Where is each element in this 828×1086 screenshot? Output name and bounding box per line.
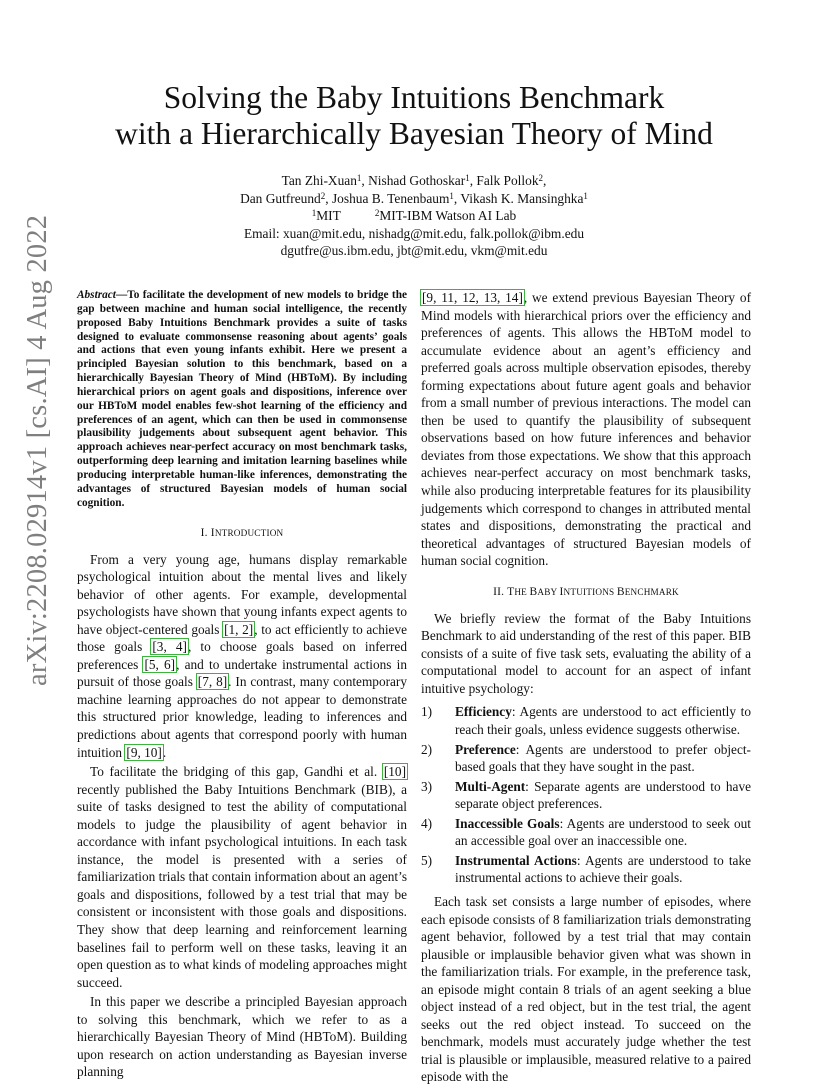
author-name: , Nishad Gothoskar <box>361 173 466 188</box>
affiliation-marker: 2 <box>320 190 326 201</box>
author-line-1 <box>60 172 768 190</box>
citation-link[interactable]: [1, 2] <box>224 621 254 637</box>
affiliation-marker: 2 <box>374 208 380 218</box>
affiliations-line <box>60 207 768 225</box>
arxiv-identifier-stamp: arXiv:2208.02914v1 [cs.AI] 4 Aug 2022 <box>22 214 53 686</box>
intro-paragraph-1: From a very young age, humans display remarkable psychological intuition about the mental lives and likely behavior of other agents. For example, developmental psychologists have shown that young infants expect agents to have object-centered goals [1, 2], to act efficiently to achieve those goals [3, 4], to choose goals based on inferred preferences [5, 6], and to undertake instrumental actions in pursuit of those goals [7, 8]. In contrast, many contemporary machine learning approaches do not appear to demonstrate this structured prior knowledge, leading to inferences and predictions about agents that correspond poorly with human intuition [9, 10]. <box>77 551 407 760</box>
citation-link[interactable]: [10] <box>383 764 406 780</box>
list-item: 4) Inaccessible Goals: Agents are understood to seek out an accessible goal over an inaccessible one. <box>421 815 752 849</box>
citation-link[interactable]: [5, 6] <box>144 656 176 672</box>
author-line-2 <box>60 190 768 208</box>
intro-paragraph-2: To facilitate the bridging of this gap, Gandhi et al. [10] recently published the Baby Intuitions Benchmark (BIB), a suite of tasks designed to test the ability of computational models to judge the plausibility of agent behavior in accordance with infant psychological intuitions. In each task instance, the model is presented with a series of familiarization trials that contain information about an agent’s goals and dispositions, followed by a test trial that may be consistent or inconsistent with those goals and dispositions. They show that deep learning and reinforcement learning baselines fail to perform well on these tasks, leaving it an open question as to what kinds of modeling approaches might succeed. <box>77 764 407 990</box>
abstract <box>77 289 407 511</box>
list-item: 1) Efficiency: Agents are understood to act efficiently to reach their goals, unless evidence suggests otherwise. <box>421 704 751 738</box>
citation-link[interactable]: [3, 4] <box>152 639 187 655</box>
list-item: 3) Multi-Agent: Separate agents are understood to have separate object preferences. <box>421 778 751 812</box>
intro-paragraph-3: In this paper we describe a principled Bayesian approach to solving this benchmark, which we refer to as a hierarchically Bayesian Theory of Mind (HBToM). Building upon research on action understanding as Bayesian inverse planning <box>77 994 407 1080</box>
author-name: , Joshua B. Tenenbaum <box>325 190 450 206</box>
task-list <box>421 703 751 886</box>
title-line-1: Solving the Baby Intuitions Benchmark <box>163 80 665 115</box>
affiliation-marker: 1 <box>583 190 588 201</box>
affiliation-1: MIT <box>316 208 341 223</box>
affiliation-marker: 1 <box>311 208 317 218</box>
author-name: Tan Zhi-Xuan <box>281 173 357 188</box>
author-block <box>60 172 768 260</box>
intro-paragraph-3-continued: [9, 11, 12, 13, 14], we extend previous Bayesian Theory of Mind models with hierarchical priors over the efficiency and preferences of agents. This allows the HBToM model to accumulate evidence about an agent’s efficiency and preferred goals across multiple observation episodes, thereby forming expectations about future agent goals and behavior from a small number of previous interactions. The model can then be used to quantify the plausibility of subsequent observations based on how future inferences and behavior deviates from those expectations. We show that this approach achieves near-perfect accuracy on most benchmark tasks, while also producing interpretable features for its plausibility judgements which correspond to changes in attributed mental states and dispositions, demonstrating the practical and theoretical advantages of structured Bayesian models of human social cognition. <box>421 290 752 569</box>
affiliation-marker: 1 <box>356 173 362 183</box>
paper-title <box>60 80 768 152</box>
abstract-body: —To facilitate the development of new models to bridge the gap between machine and human social intelligence, the recently proposed Baby Intuitions Benchmark provides a suite of tasks designed to evaluate commonsense reasoning about agents’ goals and actions that even young infants exhibit. Here we present a principled Bayesian solution to this benchmark, based on a hierarchically Bayesian Theory of Mind (HBToM). By including hierarchical priors on agent goals and dispositions, inference over our HBToM model enables few-shot learning of the efficiency and preferences of an agent, which can then be used in commonsense plausibility judgements about subsequent agent behavior. This approach achieves near-perfect accuracy on most benchmark tasks, outperforming deep learning and imitation learning baselines while producing interpretable human-like inferences, demonstrating the advantages of structured Bayesian models of human social cognition. <box>77 289 407 509</box>
citation-link[interactable]: [7, 8] <box>197 674 228 690</box>
email-line-2: dgutfre@us.ibm.edu, jbt@mit.edu, vkm@mit.edu <box>280 243 548 258</box>
affiliation-2: MIT-IBM Watson AI Lab <box>379 208 517 223</box>
citation-link[interactable]: [9, 10] <box>126 744 162 760</box>
email-line-1: Email: xuan@mit.edu, nishadg@mit.edu, falk.pollok@ibm.edu <box>243 225 585 241</box>
affiliation-marker: 1 <box>465 173 470 183</box>
section-heading-baby-intuitions-benchmark: II. THE BABY INTUITIONS BENCHMARK <box>493 585 679 598</box>
author-name: , Falk Pollok <box>469 173 539 188</box>
affiliation-marker: 1 <box>449 190 454 201</box>
abstract-label: Abstract <box>77 289 116 301</box>
list-item: 5) Instrumental Actions: Agents are understood to take instrumental actions to achieve their goals. <box>421 852 751 886</box>
citation-link[interactable]: [9, 11, 12, 13, 14] <box>422 290 523 305</box>
author-name: , Vikash K. Mansinghka <box>453 190 584 206</box>
left-column <box>77 289 407 1081</box>
separator: , <box>543 173 547 188</box>
author-name: Dan Gutfreund <box>240 190 321 206</box>
title-line-2: with a Hierarchically Bayesian Theory of Mind <box>115 116 713 151</box>
bib-paragraph-2: Each task set consists a large number of episodes, where each episode consists of 8 familiarization trials demonstrating agent behavior, followed by a test trial that may contain plausible or implausible behavior given what was shown in the familiarization trials. For example, in the preference task, an episode might contain 8 trials of an agent seeking a blue object instead of a red object, but in the test trial, the agent seeks out the red object instead. To succeed on the benchmark, models must accurately judge whether the test trial is plausible or implausible, measured relative to a paired episode with the <box>421 893 751 1085</box>
right-column <box>421 289 751 1086</box>
bib-paragraph-1: We briefly review the format of the Baby Intuitions Benchmark to aid understanding of the rest of this paper. BIB consists of a suite of five task sets, evaluating the ability of a computational model to account for an aspect of infant intuitive psychology: <box>421 610 751 696</box>
affiliation-marker: 2 <box>538 173 544 183</box>
list-item: 2) Preference: Agents are understood to prefer object-based goals that they have sought in the past. <box>421 741 751 775</box>
section-heading-introduction: I. INTRODUCTION <box>200 526 284 539</box>
